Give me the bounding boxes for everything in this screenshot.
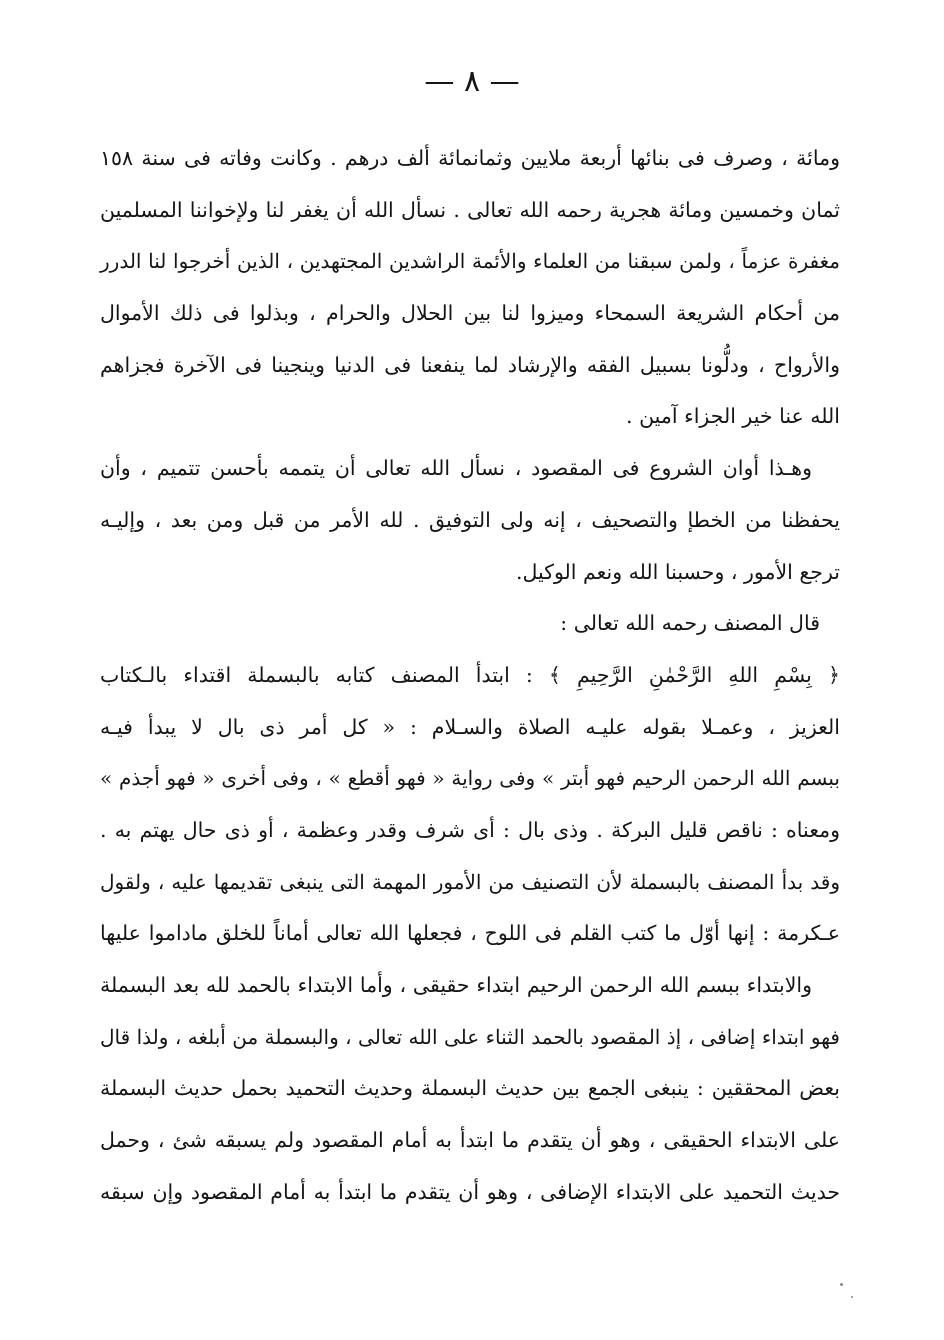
text-line: ثمان وخمسين ومائة هجرية رحمه الله تعالى . نسأل الله أن يغفر لنا ولإخواننا المسلمين	[100, 197, 840, 222]
text-line: يحفظنا من الخطإ والتصحيف ، إنه ولى التوفيق . لله الأمر من قبل ومن بعد ، وإليـه	[100, 507, 840, 532]
text-line: ﴿ بِسْمِ اللهِ الرَّحْمٰنِ الرَّحِيمِ ﴾ : ابتدأ المصنف كتابه بالبسملة اقتداء بالـكتاب	[100, 662, 840, 687]
text-line: عـكرمة : إنها أوّل ما كتب القلم فى اللوح ، فجعلها الله تعالى أماناً للخلق ماداموا عليها	[100, 921, 840, 946]
text-line: ببسم الله الرحمن الرحيم فهو أبتر » وفى رواية « فهو أقطع » ، وفى أخرى « فهو أجذم »	[100, 766, 840, 791]
text-line: الله عنا خير الجزاء آمين .	[626, 404, 840, 429]
text-line: بعض المحققين : ينبغى الجمع بين حديث البسملة وحديث التحميد بحمل حديث البسملة	[100, 1076, 840, 1101]
text-line: ومائة ، وصرف فى بنائها أربعة ملايين وثمانمائة ألف درهم . وكانت وفاته فى سنة ١٥٨	[100, 146, 840, 170]
body-text	[100, 133, 840, 1218]
scan-speck	[851, 1296, 853, 1298]
text-line: على الابتداء الحقيقى ، وهو أن يتقدم ما ابتدأ به أمام المقصود ولم يسبقه شئ ، وحمل	[100, 1128, 840, 1153]
page-number: — ٨ —	[424, 64, 520, 99]
text-line: فهو ابتداء إضافى ، إذ المقصود بالحمد الثناء على الله تعالى ، والبسملة من أبلغه ، ولذا قال	[100, 1024, 840, 1049]
scan-speck	[840, 1283, 843, 1286]
section-heading: قال المصنف رحمه الله تعالى :	[560, 611, 820, 636]
text-line: وهـذا أوان الشروع فى المقصود ، نسأل الله تعالى أن يتممه بأحسن تتميم ، وأن	[100, 456, 812, 481]
text-line: والأرواح ، ودلُّونا بسبيل الفقه والإرشاد لما ينفعنا فى الدنيا وينجينا فى الآخرة فجزاهم	[100, 352, 840, 377]
text-line: حديث التحميد على الابتداء الإضافى ، وهو أن يتقدم ما ابتدأ به أمام المقصود وإن سبقه	[100, 1179, 840, 1204]
text-line: العزيز ، وعمـلا بقوله عليـه الصلاة والسـلام : « كل أمر ذى بال لا يبدأ فيـه	[100, 714, 840, 739]
text-line: وقد بدأ المصنف بالبسملة لأن التصنيف من الأمور المهمة التى ينبغى تقديمها عليه ، ولقول	[100, 869, 840, 894]
text-line: ومعناه : ناقص قليل البركة . وذى بال : أى شرف وقدر وعظمة ، أو ذى حال يهتم به .	[100, 817, 840, 842]
text-line: مغفرة عزماً ، ولمن سبقنا من العلماء والأئمة الراشدين المجتهدين ، الذين أخرجوا لنا الدرر	[100, 249, 840, 274]
text-line: ترجع الأمور ، وحسبنا الله ونعم الوكيل.	[515, 559, 840, 584]
text-line: من أحكام الشريعة السمحاء وميزوا لنا بين الحلال والحرام ، وبذلوا فى ذلك الأموال	[100, 301, 840, 326]
text-line: والابتداء ببسم الله الرحمن الرحيم ابتداء حقيقى ، وأما الابتداء بالحمد لله بعد البسملة	[100, 973, 812, 997]
